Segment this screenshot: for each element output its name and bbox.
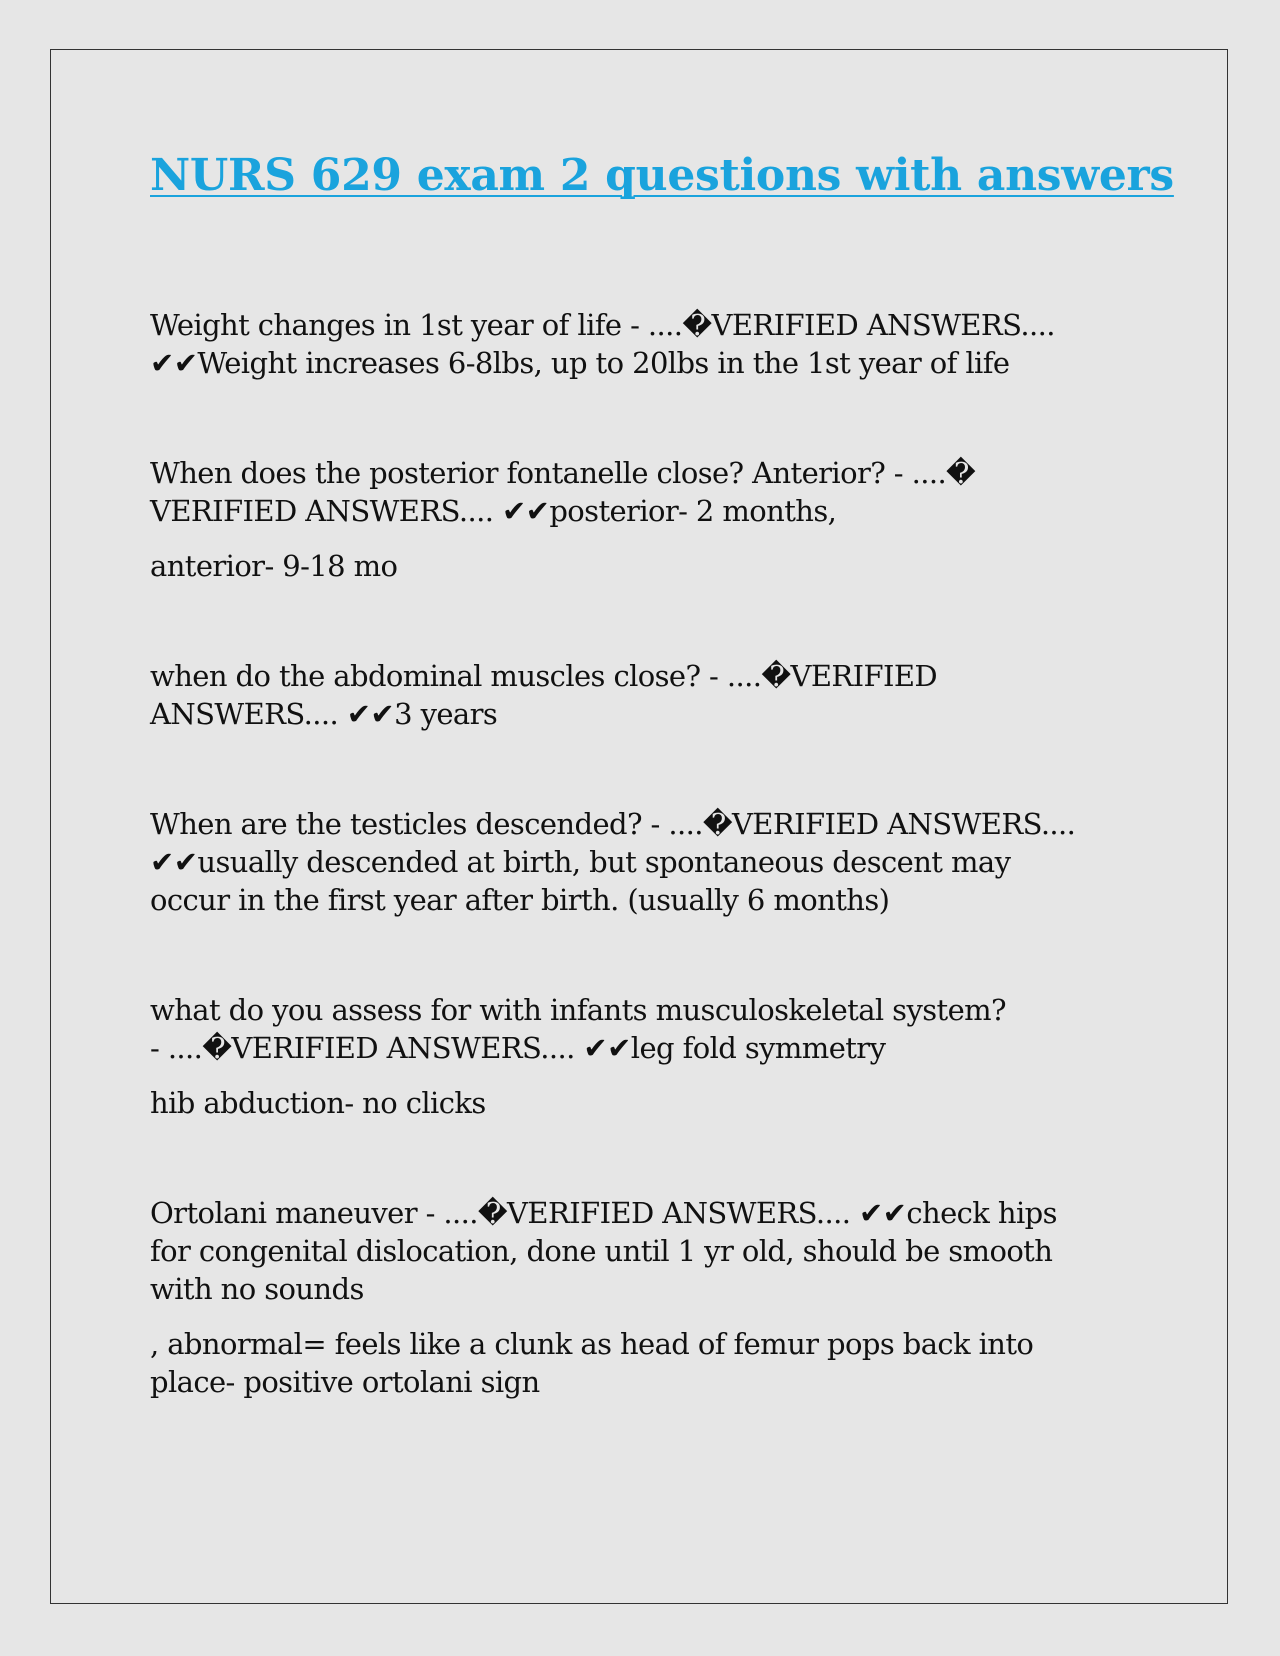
qa-item (150, 306, 1150, 382)
text-line: ANSWERS.... ✔✔3 years (150, 697, 498, 731)
text-line: hib abduction- no clicks (150, 1086, 486, 1120)
qa-paragraph (150, 306, 1150, 382)
qa-paragraph (150, 991, 1150, 1067)
qa-item (150, 657, 1150, 733)
text-line: place- positive ortolani sign (150, 1365, 540, 1399)
text-line: ✔✔Weight increases 6-8lbs, up to 20lbs in the 1st year of life (150, 346, 1010, 380)
text-line: occur in the first year after birth. (usually 6 months) (150, 883, 890, 917)
text-line: when do the abdominal muscles close? - ....�VERIFIED (150, 659, 938, 693)
text-line: what do you assess for with infants musculoskeletal system? (150, 993, 1006, 1027)
text-line: with no sounds (150, 1272, 364, 1306)
text-line: for congenital dislocation, done until 1 yr old, should be smooth (150, 1234, 1053, 1268)
qa-paragraph (150, 1084, 1150, 1122)
qa-item (150, 805, 1150, 919)
qa-item (150, 454, 1150, 585)
qa-item (150, 991, 1150, 1122)
qa-paragraph (150, 1194, 1150, 1308)
text-line: Ortolani maneuver - ....�VERIFIED ANSWERS.... ✔✔check hips (150, 1196, 1057, 1230)
document-title: NURS 629 exam 2 questions with answers (150, 150, 1174, 201)
qa-paragraph (150, 454, 1150, 530)
text-line: , abnormal= feels like a clunk as head of femur pops back into (150, 1327, 1034, 1361)
qa-paragraph (150, 805, 1150, 919)
text-line: ✔✔usually descended at birth, but spontaneous descent may (150, 845, 1011, 879)
text-line: - ....�VERIFIED ANSWERS.... ✔✔leg fold symmetry (150, 1031, 886, 1065)
text-line: anterior- 9-18 mo (150, 549, 398, 583)
qa-paragraph (150, 547, 1150, 585)
text-line: When are the testicles descended? - ....�VERIFIED ANSWERS.... (150, 807, 1076, 841)
qa-list (150, 306, 1150, 1401)
text-line: When does the posterior fontanelle close? Anterior? - ....� (150, 456, 976, 490)
text-line: VERIFIED ANSWERS.... ✔✔posterior- 2 months, (150, 494, 837, 528)
qa-paragraph (150, 657, 1150, 733)
text-line: Weight changes in 1st year of life - ....�VERIFIED ANSWERS.... (150, 308, 1055, 342)
qa-item (150, 1194, 1150, 1401)
qa-paragraph (150, 1325, 1150, 1401)
